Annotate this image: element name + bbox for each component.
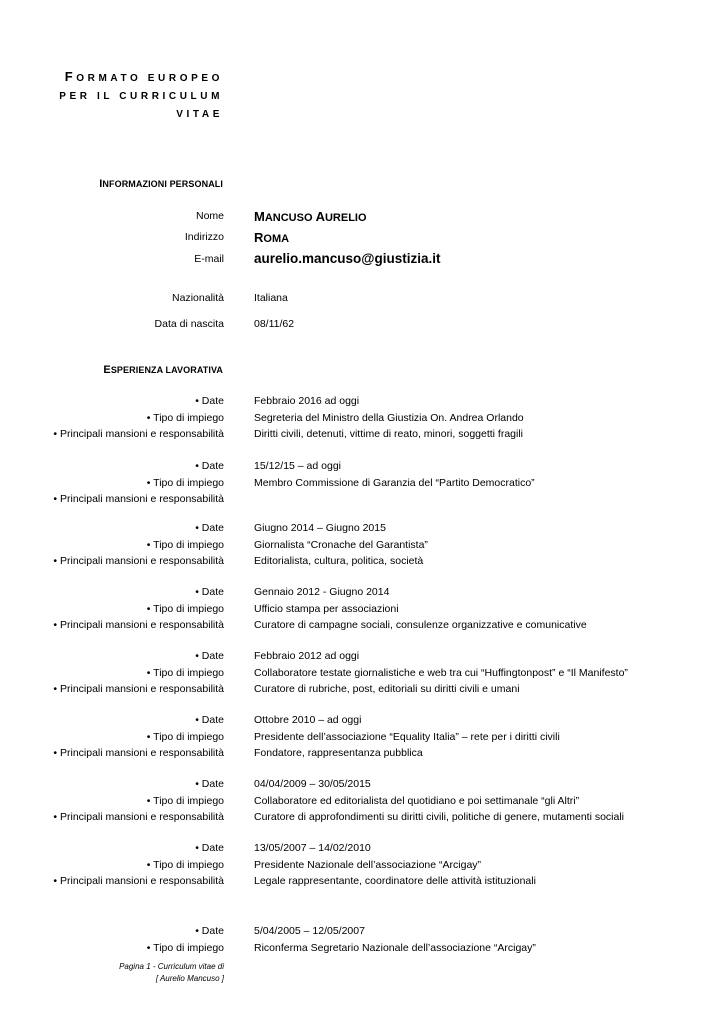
entry-date-value: 15/12/15 – ad oggi xyxy=(254,460,341,472)
footer-line-2: [ Aurelio Mancuso ] xyxy=(155,974,224,983)
entry-type-label: • Tipo di impiego xyxy=(146,538,224,551)
nationality-label: Nazionalità xyxy=(172,292,224,304)
entry-type-label: • Tipo di impiego xyxy=(146,476,224,489)
entry-date-value: 13/05/2007 – 14/02/2010 xyxy=(254,842,371,854)
entry-duties-value: Curatore di rubriche, post, editoriali su diritti civili e umani xyxy=(254,683,520,695)
cv-title xyxy=(59,68,223,124)
email-value: aurelio.mancuso@giustizia.it xyxy=(254,251,441,266)
entry-date-label: • Date xyxy=(195,650,224,662)
entry-duties-value: Legale rappresentante, coordinatore delle attività istituzionali xyxy=(254,875,536,887)
work-experience-heading: ESPERIENZA LAVORATIVA xyxy=(103,364,223,376)
entry-type-label: • Tipo di impiego xyxy=(146,730,224,743)
birth-date-value: 08/11/62 xyxy=(254,318,295,330)
entry-duties-label: • Principali mansioni e responsabilità xyxy=(53,683,224,695)
entry-duties-label: • Principali mansioni e responsabilità xyxy=(53,619,224,631)
entry-duties-label: • Principali mansioni e responsabilità xyxy=(53,555,224,567)
entry-date-label: • Date xyxy=(195,522,224,534)
address-value: ROMA xyxy=(254,230,290,245)
entry-date-value: Gennaio 2012 - Giugno 2014 xyxy=(254,586,390,598)
footer-line-1: Pagina 1 - Curriculum vitae di xyxy=(119,962,224,971)
entry-date-value: Ottobre 2010 – ad oggi xyxy=(254,714,362,726)
entry-type-value: Segreteria del Ministro della Giustizia On. Andrea Orlando xyxy=(254,411,524,424)
name-label: Nome xyxy=(195,210,224,222)
title-line-3: VITAE xyxy=(176,109,223,120)
entry-date-label: • Date xyxy=(195,586,224,598)
entry-date-value: Febbraio 2012 ad oggi xyxy=(254,650,360,662)
entry-date-label: • Date xyxy=(195,842,224,854)
nationality-value: Italiana xyxy=(254,292,288,304)
entry-type-value: Collaboratore testate giornalistiche e web tra cui “Huffingtonpost” e “Il Manifesto” xyxy=(254,666,628,679)
entry-duties-label: • Principali mansioni e responsabilità xyxy=(53,875,224,887)
entry-duties-value: Editorialista, cultura, politica, società xyxy=(254,555,424,567)
entry-type-label: • Tipo di impiego xyxy=(146,666,224,679)
address-label: Indirizzo xyxy=(184,231,224,243)
entry-type-label: • Tipo di impiego xyxy=(146,941,224,954)
entry-date-value: Febbraio 2016 ad oggi xyxy=(254,395,360,407)
entry-date-label: • Date xyxy=(195,714,224,726)
birth-date-label: Data di nascita xyxy=(154,318,224,330)
personal-info-heading: INFORMAZIONI PERSONALI xyxy=(99,178,223,190)
entry-type-value: Giornalista “Cronache del Garantista” xyxy=(254,538,428,551)
entry-date-label: • Date xyxy=(195,395,224,407)
title-line-1: FORMATO EUROPEO xyxy=(64,69,223,84)
entry-duties-value: Curatore di campagne sociali, consulenze organizzative e comunicative xyxy=(254,619,587,631)
entry-duties-label: • Principali mansioni e responsabilità xyxy=(53,428,224,440)
entry-date-value: Giugno 2014 – Giugno 2015 xyxy=(254,522,386,534)
entry-duties-label: • Principali mansioni e responsabilità xyxy=(53,493,224,505)
entry-type-value: Membro Commissione di Garanzia del “Partito Democratico” xyxy=(254,476,535,489)
entry-duties-value: Fondatore, rappresentanza pubblica xyxy=(254,747,423,759)
entry-date-value: 5/04/2005 – 12/05/2007 xyxy=(254,925,365,937)
page-footer xyxy=(119,961,224,985)
entry-date-label: • Date xyxy=(195,460,224,472)
entry-type-label: • Tipo di impiego xyxy=(146,794,224,807)
entry-type-value: Presidente dell’associazione “Equality Italia” – rete per i diritti civili xyxy=(254,730,560,743)
entry-duties-value: Curatore di approfondimenti su diritti civili, politiche di genere, mutamenti sociali xyxy=(254,811,625,823)
entry-type-value: Collaboratore ed editorialista del quotidiano e poi settimanale “gli Altri” xyxy=(254,794,580,807)
entry-date-value: 04/04/2009 – 30/05/2015 xyxy=(254,778,371,790)
entry-type-label: • Tipo di impiego xyxy=(146,602,224,615)
entry-date-label: • Date xyxy=(195,925,224,937)
entry-type-label: • Tipo di impiego xyxy=(146,858,224,871)
entry-duties-value: Diritti civili, detenuti, vittime di reato, minori, soggetti fragili xyxy=(254,428,524,440)
entry-type-label: • Tipo di impiego xyxy=(146,411,224,424)
entry-duties-label: • Principali mansioni e responsabilità xyxy=(53,811,224,823)
entry-type-value: Presidente Nazionale dell’associazione “Arcigay” xyxy=(254,858,482,871)
name-value: MANCUSO AURELIO xyxy=(254,209,367,224)
entry-date-label: • Date xyxy=(195,778,224,790)
email-label: E-mail xyxy=(194,253,224,265)
entry-type-value: Riconferma Segretario Nazionale dell’associazione “Arcigay” xyxy=(254,941,536,954)
entry-type-value: Ufficio stampa per associazioni xyxy=(254,602,399,615)
title-line-2: PER IL CURRICULUM xyxy=(59,91,223,102)
entry-duties-label: • Principali mansioni e responsabilità xyxy=(53,747,224,759)
